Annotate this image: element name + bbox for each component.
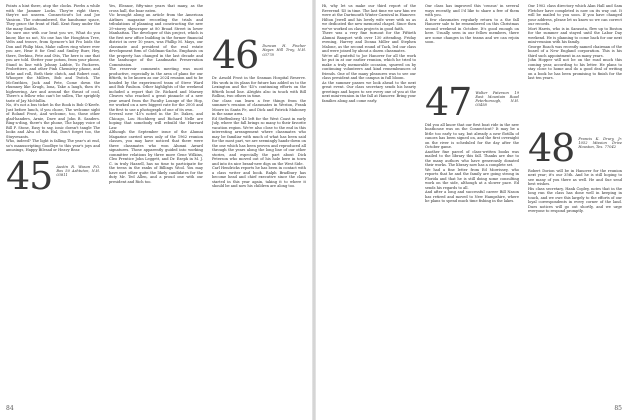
body-paragraph: Several new '45's noted in the Dr. Dakes, and Chicago, Lou Hochberg and Richard Nelle are hoping that somebody will rebuild the Harvard Law. [109,112,203,130]
secretary-address: Duncan H. Fischer Hayes Hill Troy, N.H. 03778 [262,44,306,57]
body-paragraph: And after a long and successful career Bill Nason has retired and moved to New Hampshire, where he plans to spend much time fishing in the lakes. [425,190,519,203]
left-column-1 [6,4,100,399]
body-paragraph: Although the September issue of the Alumni Magazine carried news only of the 1962 reunion classes, you may have noticed that there were three classmates who won Alumni Award signatures. Those apparently guided into working committee relations by three more Gene Wilkins, Cleo Prentice John Leggett, and Dr. Ezeph in M. J. C. in truly Hazzell, has no time to participate for the teens in the ranks of Billings Wool. You may have met other quite the likely candidates for the duty Mr. Ted Allen, and a proud one with our president and Rich too. [109,130,203,184]
body-paragraph: Robert Dorion will be in Hanover for the reunion next year; it's our 35th. And he is still hoping to see many of you there as well. He and Sue send best wishes. [528,168,622,186]
body-paragraph: Mort Harris, who is in Sarasota, flew up to Boston for the summer and stayed until the Labor Day weekend. He is planning to come back for our next mini-reunion with his family. [528,26,622,44]
body-paragraph: Did you all know that our first boat ride in the new boathouse was on the Connecticut? It may be a little too early to say, but already a new flotilla of canoes has been signed on, and the first overnight on the river is scheduled for the day after the October game. [425,122,519,149]
body-paragraph: Carl Hendricks reports he has been in contact with a class writer and book. Ralph Bradbury has become head and chief executive since the class started in this year again, taking it to where it should be and now his children are along too. [212,166,306,188]
body-paragraph: His class secretary, Hank Copley, notes that in the long run the class has done well in keeping in touch, and we owe this largely to the efforts of our loyal correspondents in every corner of the land. Dues notices will go out shortly, and we urge everyone to respond promptly. [528,186,622,213]
right-column-3 [528,4,622,399]
body-paragraph: John Hopper will not be on the road much this coming year, according to his letter. He plans to stay close to home and do a good deal of writing on a book he has been promising to finish for the last ten years. [528,58,622,80]
body-paragraph: There was a very fine turnout for the Fiftieth Alumni Banquet with over 130 attending. Friday evening, Harvey and Donna Miller and Stephen Malone, as the second round of Tack, led our class and were joined by about a dozen classmates. [322,31,416,53]
body-paragraph: We're all grateful to Joe Hanover for all the work he put in at our earlier reunion, which he tried to make a truly memorable occasion, spurred on by continuing volunteers and kind remembrances of friends. One of the many pleasures was to see our class president and the campus in full bloom. [322,53,416,80]
class-year-numeral: 45 [6,158,53,193]
right-column-2 [425,4,519,399]
left-column-3 [212,4,306,399]
poem-paragraph: No, it's not a bus ticket In the Book is Bob O'Keefe. Just before lunch, if you chose, The welcome sight of Roland Frost, And welcome, too, those other glad-handers, Arnie, Dave and John B. Sanders. Ring-a-ding, there's the phone, The happy voice of Bill F. Stone, Easy to say, ionic doesn't tangle The looks and Alva of this Hal, Don't forget too, the Stuyvesants. [6,103,100,139]
body-paragraph: Dr. Arnold Frost in the Seaman Hospital Reserve. His work in its plans for future has added us to the Lexington and the '45's continuing efforts on the fiftieth bond line. Alrights also in touch with Bill Rollins, two others in time. [212,76,306,98]
book-gutter [312,0,316,420]
left-page [6,4,306,414]
poem-paragraph: Points a hint there, atop the clocks. Pierbs a while with the Jammer Locks. They're right there, they're not unseen. Connecticut's lot and Joe Vanicon. The outnumbered, the handsome space, They grace the front of Hall. Kent Rony under the the many Smiths. [6,4,100,31]
body-paragraph: Our class has improved this 'census' in several ways recently, and I'd like to share a few of them with you. [425,4,519,17]
secretary-address: Walter Paterson 19 East Mountain Road Peterborough, N.H. 03458 [475,90,519,108]
secretary-address: Francis K. Drury, Jr. 1052 Mission Drive Houston, Tex. 77042 [578,136,622,150]
class-entry-47 [425,85,519,119]
body-paragraph: Another fine parcel of class-written books was mailed to the library this fall. Thanks are due to the many authors who have generously donated their works. The library now has a complete set. [425,149,519,167]
class-entry-48 [528,131,622,165]
right-page [322,4,622,414]
class-entry-45 [6,159,100,193]
poem-paragraph: Who, indeed? The light is falling The year's at end, so's manuscripting Goodbye to this year's joys and amusings, Happy Bilesad or Heavy Bear. [6,139,100,152]
body-paragraph: Yes, Eleanor, fifty-nine years that many, as the cross hall, the boar eaten. [109,4,203,13]
class-year-numeral: 47 [425,84,472,119]
left-column-2 [109,4,203,399]
secretary-address: Austin R. Wason P.O. Box 50 Ashtuton, N.H. 03811 [56,164,100,178]
poem-paragraph: No sure one with our beat you we, What do you know, like us not, No one has the Houghton Tree, Velts and trouve, from Spencer's kit Fro loids the Don and Philip Man, Make callers ring where ever you are, Hear it for Genl and Smiley Burr, Hey, there, Derkins, Pete and Otis, The here is one that you are told. Stetter your potom, from your phone, Stand in line with Johnny Labbie, To Packoves, Probettiere, and other Pinh Chemistry phone, and lathe and roll, Both their clutch, and Robert coat, Whoopee the Millers, Bob and Twitch. The McGrathies, Jack and Pete, Come down the rhumney like Krugh, Iona, Take a laugh, then it's highwering, Are and around the throat of cool, There's a fellow who can't be sullen, The sprightly taste of Jay McMullin. [6,31,100,103]
body-paragraph: As the summer passes we look ahead to the next great event. Our class secretary sends his hearty greetings and hopes to see every one of you at the next mini-reunion in the fall at Hanover. Bring your families along and come early. [322,80,416,103]
page-number: 84 [6,405,14,412]
class-year-numeral: 46 [212,38,259,72]
class-year-numeral: 48 [528,130,575,165]
body-paragraph: Ed Steffenberg '45 left for the West Coast in early July, where the fall brings so many to their favorite vacation region. We're also close to the end in this interesting arrangement where classmates who may be familiar with much of what has been said for the most part, we are seemingly hands-down on the one which has been proven and reproduced all through the years along the long line of our other stories, and especially the part about Dick Peterson who moved out of his hole here in town and into its nice brand-new digs on the West Side. [212,116,306,166]
body-paragraph: A few classmates regularly return to a the fall Hanover sale to be remembered on this Christmas second weekend in October. It's good enough on here. Usually seen in our fellow members, there are some changes in the teams and we can rejoin soon. [425,17,519,44]
body-paragraph: We had a fine letter from Ed Morrissey, who reports that he and the family are going strong in Florida and that he is still doing some consulting work on the side, although at a slower pace. Ed sends his regards to all. [425,167,519,190]
body-paragraph: Vic brought along an article from the American Airlines magazine recording the trials and tribulations of planning and constructing the new 29-storey skyscraper at 80 Broad Street in lower Manhattan. The developer of this project, which is the first new office building in the former financial district in over 10 years, was Phillip M. Mays, our classmate and president of the real estate development firm of Goldman-Sachs. Emphasis on the property has changed in the last decade and the landscape of the Landmarks Preservation Commission. [109,13,203,67]
body-paragraph: The reservoir comments meeting was most productive, especially in the area of plans for our fiftieth, to be known as our 2024 reunion and to be headed by the experienced team of Steve Ward and Bob Paulson. Other highlights of the weekend included a report that Dr. Richard and Marney Cleaves who reached a great pinnacle of a new year award from the Faculty Lounge of the Hop, we worked on a new biggest rate for the 2005 and the first to use a photograph of one of its own. [109,67,203,112]
page-number: 85 [614,405,622,412]
body-paragraph: Hi, why let us make our third report of the Reverend '45 in time. The last time we saw him we were at the Dartmouth Winter Carnival in Hanover. Hilton Jewell and his lovely wife were with us as we dedicated the new memorial chapel. Since then we've worked on class projects in good faith. [322,4,416,31]
body-paragraph: Our class can learn a few things from the summer's reunion of classmates in Weston, Frank Moore in Santa Fe, and Dick and Patrick Mahoney in the same area. [212,98,306,116]
body-paragraph: George Roach was recently named chairman of the board of a New England corporation. This is his third such appointment in as many years. [528,44,622,58]
class-entry-46 [212,38,306,72]
right-column-1 [322,4,416,399]
body-paragraph: Our 1902 class directory which Alan Hall and Sam Fletcher have completed is now on its way out. It will be mailed to you soon. If you have changed your address, please let us know so we can correct our records. [528,4,622,26]
